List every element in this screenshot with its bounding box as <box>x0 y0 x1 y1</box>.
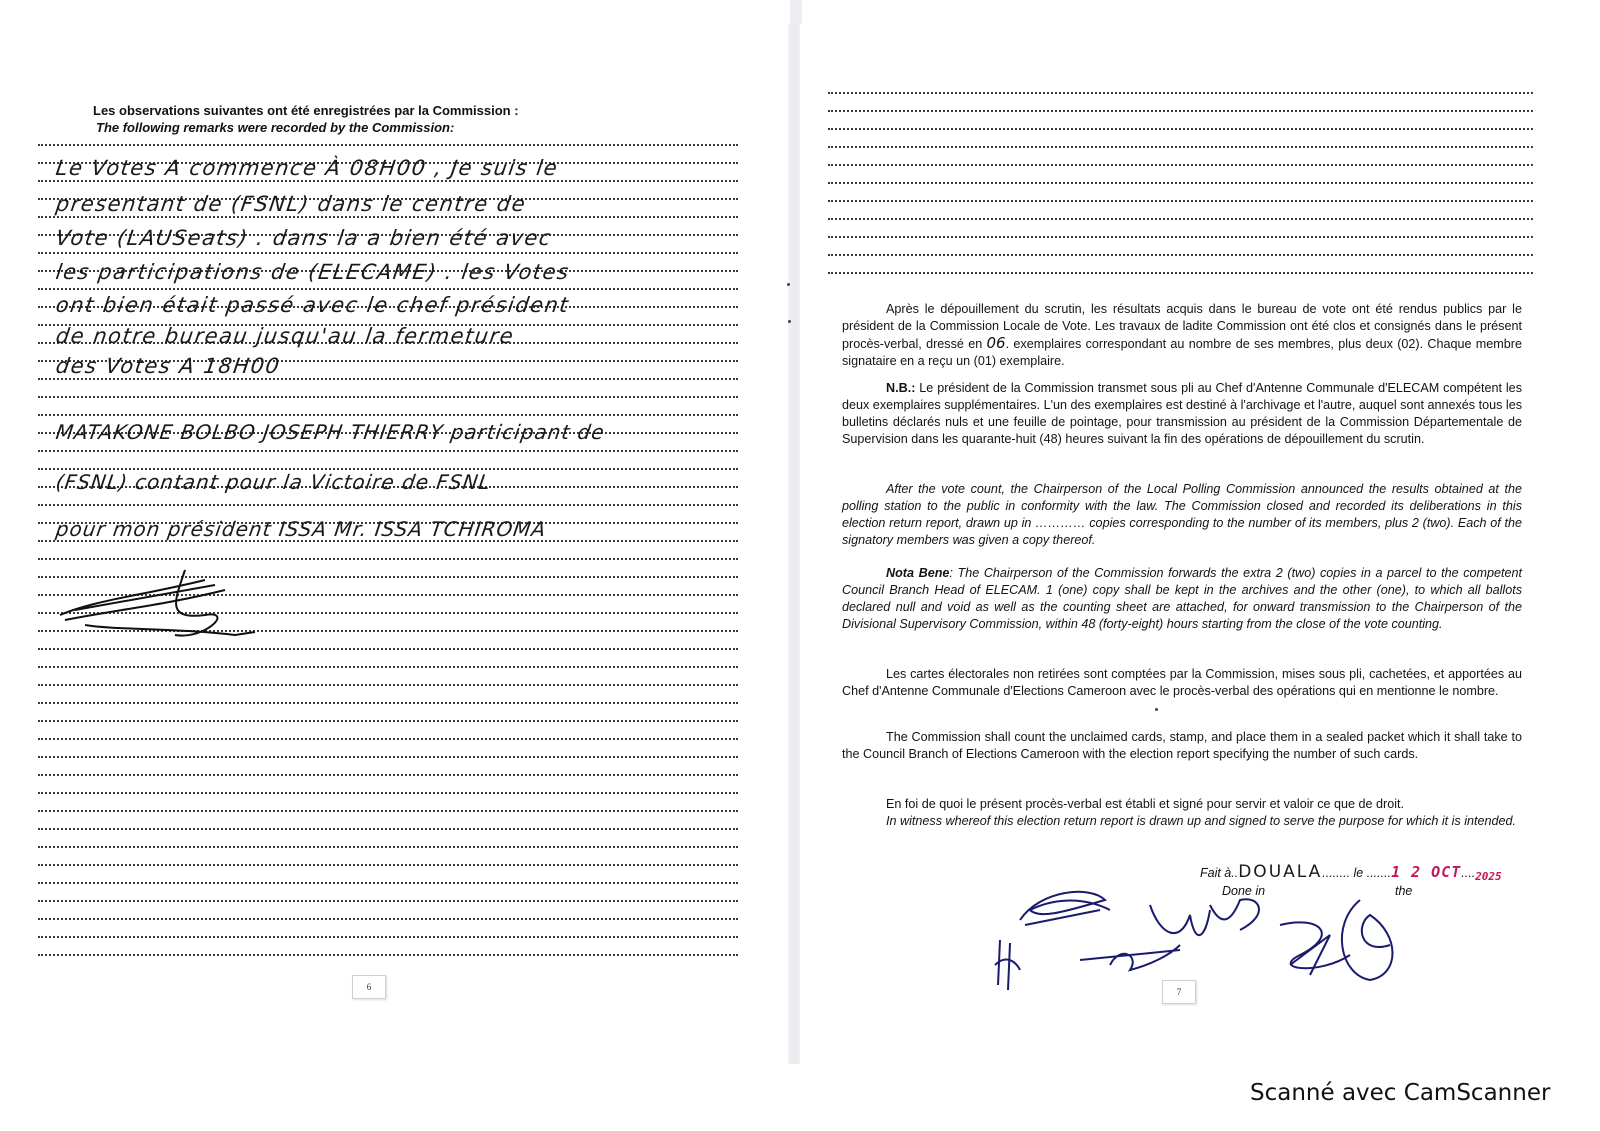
ruled-line <box>38 828 738 830</box>
paragraph-count-fr-text: Après le dépouillement du scrutin, les résultats acquis dans le bureau de vote ont été rendus publics par le président de la Commission Locale de Vote. Les travaux de ladite Commission ont été clos et consignés dans le présent procès-verbal, dressé en <box>842 302 1522 351</box>
ruled-line <box>828 218 1533 220</box>
handwritten-remark-line: (FSNL) contant pour la Victoire de FSNL <box>54 470 493 494</box>
handwritten-remark-line: ont bien était passé avec le chef président <box>54 293 571 317</box>
paragraph-cards-en <box>842 729 1522 763</box>
place-handwritten: DOUALA <box>1238 862 1323 882</box>
ruled-line <box>828 164 1533 166</box>
member-signature-2 <box>990 935 1030 995</box>
ruled-line <box>828 200 1533 202</box>
ruled-line <box>38 846 738 848</box>
copies-handwritten: 06 <box>986 334 1006 352</box>
ruled-line <box>38 954 738 956</box>
ruled-line <box>828 254 1533 256</box>
ruled-line <box>38 738 738 740</box>
ruled-line <box>38 918 738 920</box>
handwritten-remark-line: presentant de (FSNL) dans le centre de <box>54 192 528 216</box>
paragraph-witness-fr <box>842 796 1522 813</box>
ruled-line <box>38 216 738 218</box>
paragraph-witness-en <box>842 813 1522 830</box>
ruled-line <box>828 236 1533 238</box>
ruled-line <box>38 936 738 938</box>
ruled-line <box>38 414 738 416</box>
left-ruled-lines <box>38 0 738 1000</box>
ruled-line <box>38 756 738 758</box>
paragraph-cards-fr <box>842 666 1522 700</box>
ruled-line <box>828 146 1533 148</box>
ruled-line <box>38 180 738 182</box>
right-ruled-lines <box>828 0 1533 300</box>
ruled-line <box>38 882 738 884</box>
ruled-line <box>38 702 738 704</box>
paragraph-count-en <box>842 481 1522 549</box>
ruled-line <box>38 792 738 794</box>
ruled-line <box>38 864 738 866</box>
fait-a-label: Fait à <box>1200 866 1232 880</box>
ruled-line <box>828 182 1533 184</box>
handwritten-remark-line: des Votes A 18H00 <box>54 354 283 378</box>
scan-speck <box>1155 708 1158 711</box>
ruled-line <box>38 378 738 380</box>
ruled-line <box>38 144 738 146</box>
paragraph-count-en-text: After the vote count, the Chairperson of the Local Polling Commission announced the results obtained at the polling station to the public in conformity with the law. The Commission closed and recorded its deliberations in this election return report, drawn up in ………… copies corresponding to the number of its members, plus 2 (two). Each of the signatory members was given a copy thereof. <box>842 482 1522 547</box>
cards-fr-text: Les cartes électorales non retirées sont comptées par la Commission, mises sous pli, cachetées, et apportées au Chef d'Antenne Communale d'Elections Cameroon avec le procès-verbal des opérations qui en mentionne le nombre. <box>842 667 1522 698</box>
page-number-right: 7 <box>1162 980 1196 1004</box>
member-signature-3 <box>1070 885 1270 985</box>
handwritten-remark-line: MATAKONE BOLBO JOSEPH THIERRY participant de <box>54 420 607 444</box>
ruled-line <box>38 720 738 722</box>
year-stamp: 2025 <box>1475 870 1502 883</box>
cards-en-text: The Commission shall count the unclaimed cards, stamp, and place them in a sealed packet which it shall take to the Council Branch of Elections Cameroon with the election report specifying the number of such cards. <box>842 730 1522 761</box>
remarks-heading-en: The following remarks were recorded by the Commission: <box>96 120 455 135</box>
nb-fr-text: Le président de la Commission transmet sous pli au Chef d'Antenne Communale d'ELECAM compétent les deux exemplaires supplémentaires. L'un des exemplaires est destiné à l'archivage et l'autre, auquel sont annexés tous les bulletins déclarés nuls et une feuille de pointage, pour transmission au président de la Commission Départementale de Supervision dans les quarante-huit (48) heures suivant la fin des opérations de dépouillement du scrutin. <box>842 381 1522 446</box>
ruled-line <box>38 774 738 776</box>
ruled-line <box>38 288 738 290</box>
ruled-line <box>828 92 1533 94</box>
nota-bene-en-text: : The Chairperson of the Commission forwards the extra 2 (two) copies in a parcel to the competent Council Branch Head of ELECAM. 1 (one) copy shall be kept in the archives and the other (one), to which all ballots declared null and void as well as the counting sheet are attached, for onward transmission to the Chairperson of the Divisional Supervisory Commission, within 48 (forty-eight) hours starting from the close of the vote counting. <box>842 566 1523 631</box>
paragraph-nb-fr <box>842 380 1522 448</box>
the-label: the <box>1395 884 1413 898</box>
ruled-line <box>828 128 1533 130</box>
paragraph-count-fr-end: . exemplaires correspondant au nombre de ses membres, plus deux (02). Chaque membre signataire en a reçu un (01) exemplaire. <box>842 337 1522 368</box>
done-in-label: Done in <box>1222 884 1266 898</box>
place-date-line: Fait à..DOUALA........ le .......1 2 OCT....2025 <box>1200 862 1502 883</box>
ruled-line <box>38 252 738 254</box>
left-signature <box>55 560 255 650</box>
handwritten-remark-line: les participations de (ELECAME) . les Votes <box>54 260 572 284</box>
ruled-line <box>828 110 1533 112</box>
scan-speck <box>788 320 791 323</box>
witness-fr-text: En foi de quoi le présent procès-verbal est établi et signé pour servir et valoir ce que de droit. <box>886 797 1405 811</box>
nota-bene-label: Nota Bene <box>886 566 950 580</box>
le-label: le <box>1353 866 1364 880</box>
page-number-left: 6 <box>352 975 386 999</box>
ruled-line <box>38 450 738 452</box>
ruled-line <box>38 810 738 812</box>
remarks-heading-fr: Les observations suivantes ont été enregistrées par la Commission : <box>93 103 519 118</box>
ruled-line <box>38 666 738 668</box>
handwritten-remark-line: pour mon président ISSA Mr. ISSA TCHIROMA <box>54 517 548 541</box>
handwritten-remark-line: Vote (LAUSeats) . dans la a bien été avec <box>54 226 554 250</box>
ruled-line <box>38 684 738 686</box>
paragraph-count-fr <box>842 301 1522 370</box>
camscanner-watermark: Scanné avec CamScanner <box>1250 1080 1551 1106</box>
nb-label: N.B.: <box>886 381 916 395</box>
member-signature-4 <box>1260 895 1410 985</box>
handwritten-remark-line: Le Votes A commence À 08H00 , Je suis le <box>54 156 560 180</box>
ruled-line <box>38 504 738 506</box>
scan-speck <box>787 283 790 286</box>
paragraph-nota-bene-en <box>842 565 1522 633</box>
date-stamp: 1 2 OCT <box>1391 863 1462 881</box>
ruled-line <box>38 396 738 398</box>
handwritten-remark-line: de notre bureau jusqu'au la fermeture <box>54 324 516 348</box>
witness-en-text: In witness whereof this election return report is drawn up and signed to serve the purpose for which it is intended. <box>886 814 1517 828</box>
ruled-line <box>828 272 1533 274</box>
ruled-line <box>38 900 738 902</box>
